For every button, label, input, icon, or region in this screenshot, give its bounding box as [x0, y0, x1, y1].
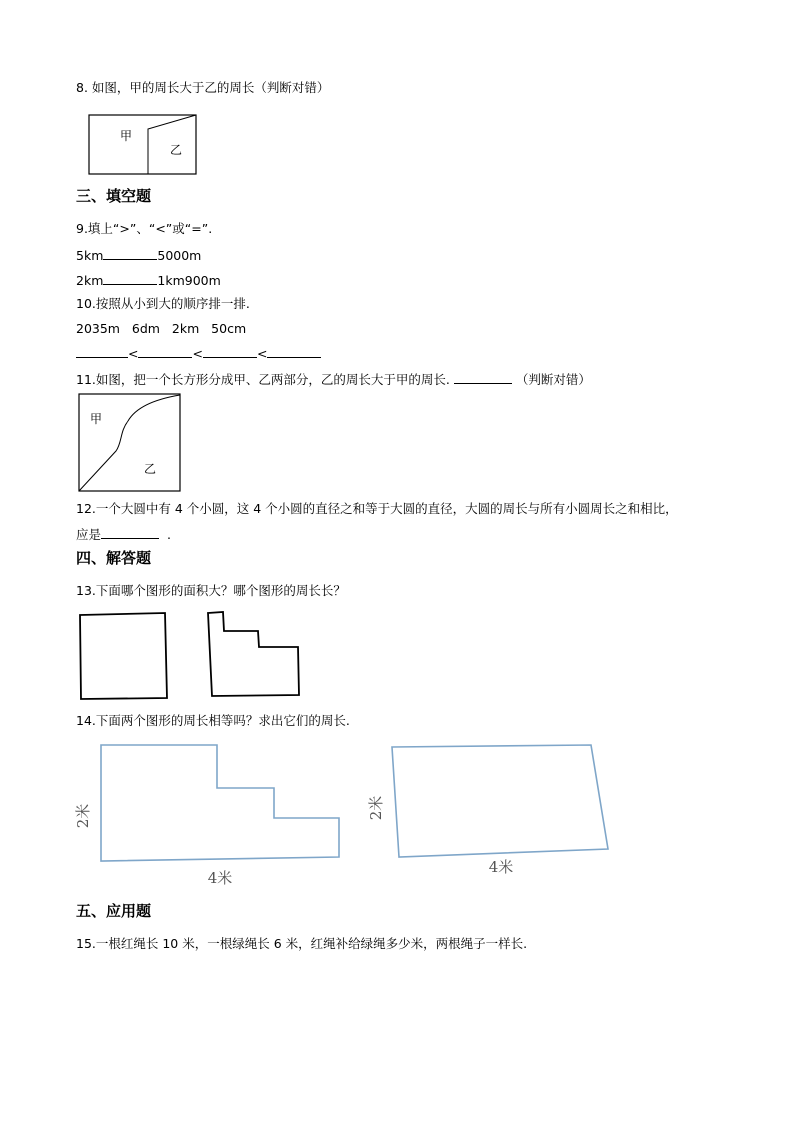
q11-label-yi: 乙 [144, 462, 157, 476]
q12-prefix: 应是 [76, 527, 102, 542]
q9-blank1[interactable] [103, 247, 157, 260]
q9-text: 9.填上“>”、“<”或“=”. [76, 221, 213, 236]
q12-line2 [76, 526, 171, 543]
q11-text: 11.如图，把一个长方形分成甲、乙两部分，乙的周长大于甲的周长. [76, 372, 450, 387]
q9-line1-right: 5000m [157, 248, 202, 263]
q11-figure [78, 393, 182, 493]
q11-blank[interactable] [454, 371, 512, 384]
q10-sign1: < [128, 346, 139, 361]
q14-text: 14.下面两个图形的周长相等吗？求出它们的周长. [76, 713, 350, 728]
q8-figure [88, 114, 208, 176]
q11-label-jia: 甲 [90, 412, 103, 426]
q14-parallelogram-outline [392, 745, 608, 857]
q10-sign3: < [256, 346, 268, 361]
q14-fig1-height-label: 2米 [74, 803, 92, 829]
q11-suffix: （判断对错） [515, 372, 591, 387]
q9-line2-right: 1km900m [157, 273, 221, 288]
q9-line2 [76, 272, 221, 289]
q15-text: 15.一根红绳长 10 米，一根绿绳长 6 米，红绳补给绿绳多少米，两根绳子一样长. [76, 936, 528, 951]
q13-square-figure [79, 612, 171, 700]
q9-line2-left: 2km [76, 273, 104, 288]
section4-title: 四、解答题 [76, 549, 152, 567]
q10-answer-line [76, 345, 321, 362]
q9-blank2[interactable] [103, 272, 157, 285]
q10-sign2: < [192, 346, 203, 361]
q13-text: 13.下面哪个图形的面积大？哪个图形的周长长？ [76, 583, 346, 598]
q11-line [76, 371, 591, 388]
q10-blank4[interactable] [267, 345, 321, 358]
q8-label-jia: 甲 [120, 129, 133, 143]
q12-line1: 12.一个大圆中有 4 个小圆，这 4 个小圆的直径之和等于大圆的直径，大圆的周长与所有小圆周长之和相比， [76, 501, 678, 516]
q12-suffix: . [166, 527, 171, 542]
q14-stepped-figure [74, 740, 360, 890]
q14-fig2-height-label: 2米 [367, 795, 385, 821]
q14-parallelogram-figure [365, 740, 625, 890]
q10-text: 10.按照从小到大的顺序排一排. [76, 296, 250, 311]
q10-blank3[interactable] [203, 345, 257, 358]
q10-blank1[interactable] [76, 345, 128, 358]
q9-line1-left: 5km [76, 248, 104, 263]
q14-fig1-width-label: 4米 [207, 869, 233, 887]
section3-title: 三、填空题 [76, 187, 152, 205]
q10-blank2[interactable] [138, 345, 192, 358]
q14-fig2-width-label: 4米 [488, 858, 514, 876]
q13-notched-figure [206, 611, 302, 699]
q8-text: 8. 如图，甲的周长大于乙的周长（判断对错） [76, 80, 330, 95]
q14-stepped-outline [101, 745, 339, 861]
section5-title: 五、应用题 [76, 902, 152, 920]
q12-blank[interactable] [101, 526, 159, 539]
q9-line1 [76, 247, 201, 264]
q10-items: 2035m 6dm 2km 50cm [76, 321, 247, 336]
q8-label-yi: 乙 [170, 143, 183, 157]
